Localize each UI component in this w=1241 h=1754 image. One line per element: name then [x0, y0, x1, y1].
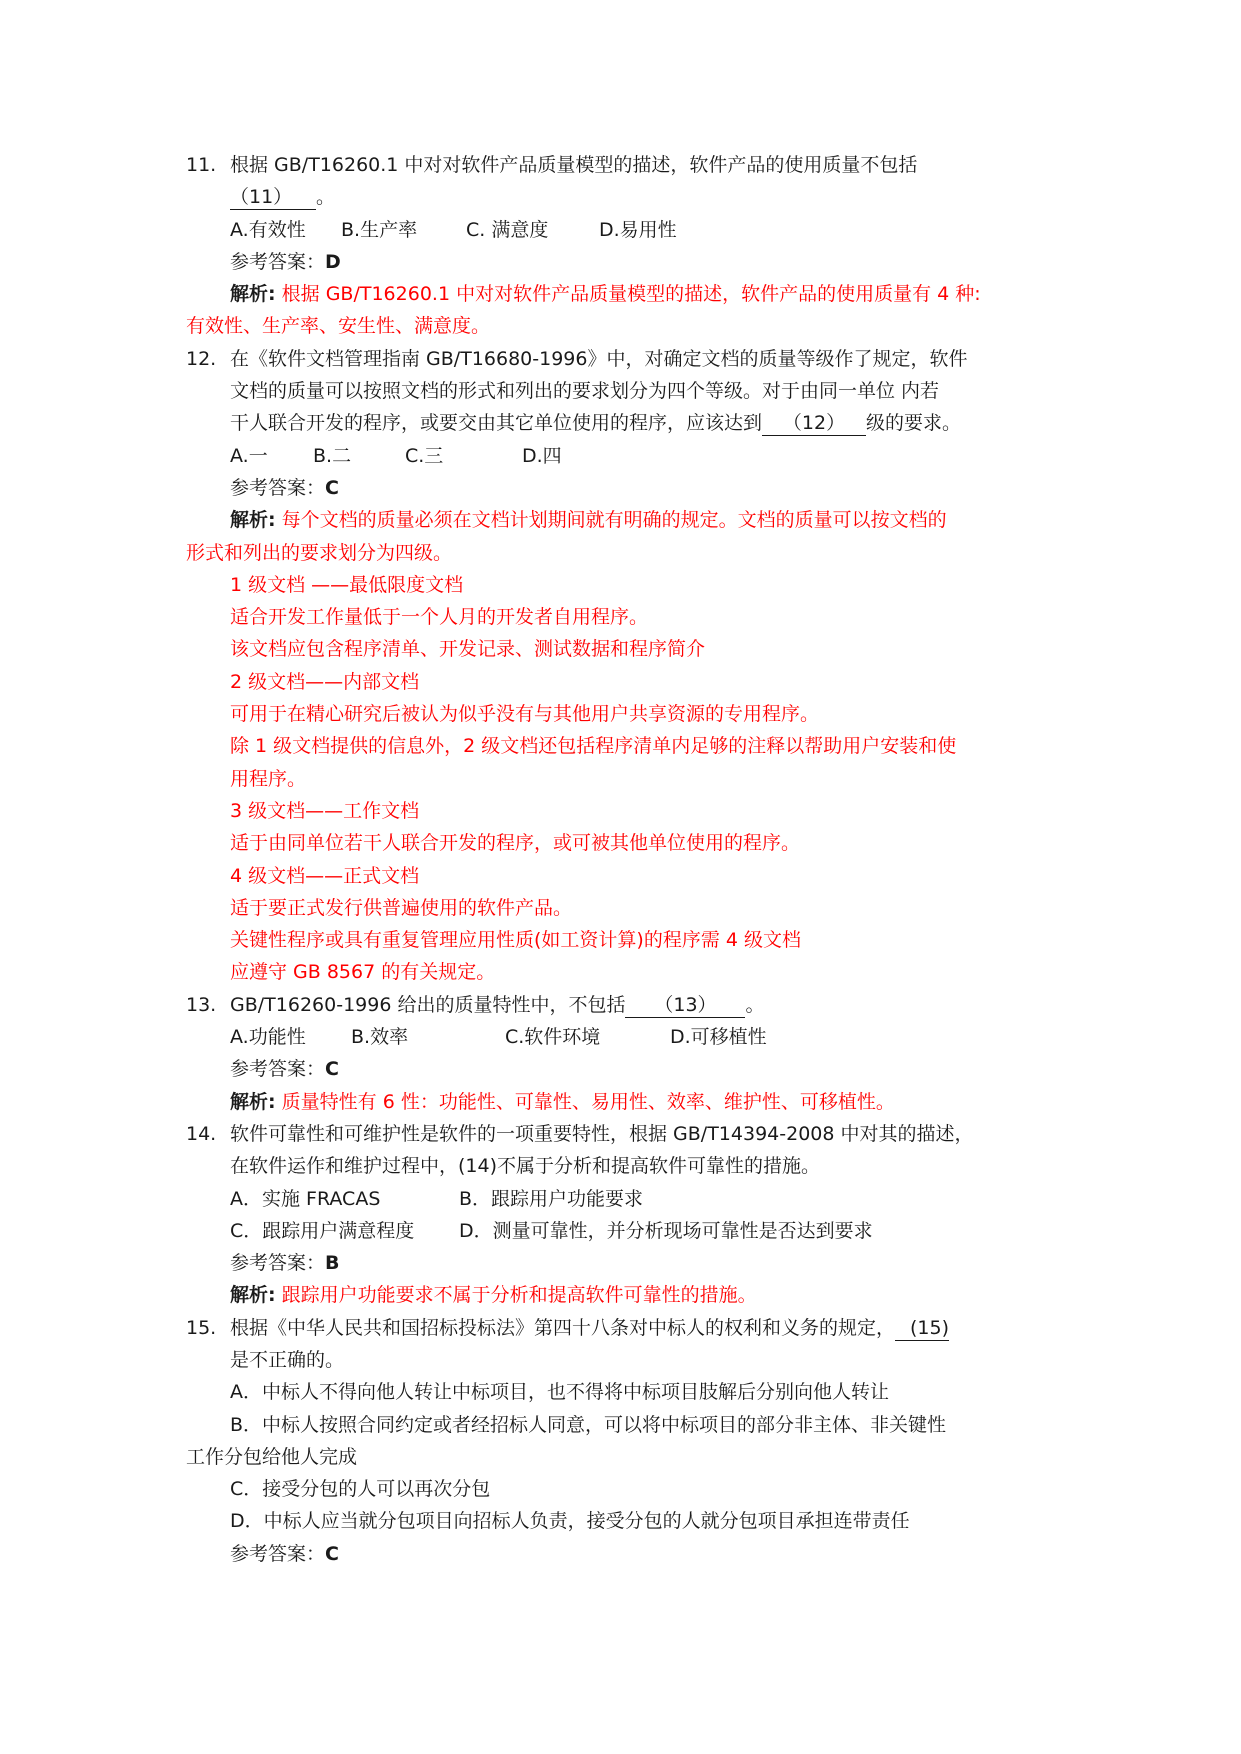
analysis-line [186, 1086, 1054, 1118]
stem-line: 在《软件文档管理指南 GB/T16680-1996》中，对确定文档的质量等级作了规定，软件 [230, 347, 968, 370]
question-14 [186, 1118, 1054, 1312]
option-b: B.生产率 [341, 218, 418, 241]
question-15 [186, 1312, 1054, 1570]
question-stem [186, 1312, 1054, 1344]
reference-answer [186, 1538, 1054, 1570]
option-b: B.二 [313, 444, 352, 467]
option-a: A.功能性 [230, 1026, 306, 1049]
answer-blank: （12） [762, 411, 866, 436]
analysis-label: 解析: [230, 1284, 276, 1307]
level-line: 该文档应包含程序清单、开发记录、测试数据和程序简介 [230, 638, 706, 661]
question-number: 15. [186, 1316, 217, 1339]
question-11 [186, 149, 1054, 343]
answer-value: D [325, 250, 341, 273]
answer-label: 参考答案： [230, 1542, 326, 1565]
option-c: C．跟踪用户满意程度 [230, 1219, 415, 1242]
stem-line: 干人联合开发的程序，或要交由其它单位使用的程序，应该达到 [230, 412, 763, 435]
analysis-line: 形式和列出的要求划分为四级。 [186, 541, 453, 564]
options-row [186, 440, 1054, 472]
option-c: C. 满意度 [466, 218, 549, 241]
stem-tail: 是不正确的。 [230, 1348, 345, 1371]
level-line: 4 级文档——正式文档 [230, 864, 420, 887]
analysis-line [186, 1279, 1054, 1311]
question-12 [186, 343, 1054, 989]
options-row [186, 1021, 1054, 1053]
option-c: C.三 [405, 444, 444, 467]
level-line: 2 级文档——内部文档 [230, 670, 420, 693]
reference-answer [186, 246, 1054, 278]
analysis-line [186, 504, 1054, 536]
option-a: A.有效性 [230, 218, 306, 241]
answer-value: B [325, 1252, 340, 1275]
level-line: 适于由同单位若干人联合开发的程序，或可被其他单位使用的程序。 [230, 832, 801, 855]
stem-line: 软件可靠性和可维护性是软件的一项重要特性，根据 GB/T14394-2008 中对其的描述， [230, 1122, 974, 1145]
question-number: 14. [186, 1122, 217, 1145]
reference-answer [186, 1247, 1054, 1279]
option-a: A．中标人不得向他人转让中标项目，也不得将中标项目肢解后分别向他人转让 [230, 1381, 889, 1404]
options-row [186, 1183, 1054, 1215]
answer-value: C [325, 1058, 339, 1081]
options-row [186, 1215, 1054, 1247]
level-line: 除 1 级文档提供的信息外，2 级文档还包括程序清单内足够的注释以帮助用户安装和使 [230, 735, 957, 758]
analysis-label: 解析: [230, 283, 276, 306]
answer-blank: (15) [895, 1316, 949, 1341]
option-d: D．中标人应当就分包项目向招标人负责，接受分包的人就分包项目承担连带责任 [230, 1510, 910, 1533]
stem-line: GB/T16260-1996 给出的质量特性中，不包括 [230, 993, 626, 1016]
analysis-line: 有效性、生产率、安生性、满意度。 [186, 315, 491, 338]
level-line: 可用于在精心研究后被认为似乎没有与其他用户共享资源的专用程序。 [230, 703, 820, 726]
option-d: D.可移植性 [670, 1026, 767, 1049]
answer-label: 参考答案： [230, 250, 326, 273]
analysis-text: 质量特性有 6 性：功能性、可靠性、易用性、效率、维护性、可移植性。 [281, 1090, 895, 1113]
answer-blank: （11） [230, 185, 316, 210]
option-d: D.四 [522, 444, 562, 467]
stem-line: 根据 GB/T16260.1 中对对软件产品质量模型的描述，软件产品的使用质量不包括 [230, 154, 918, 176]
reference-answer [186, 472, 1054, 504]
question-stem [186, 149, 1054, 181]
level-line: 关键性程序或具有重复管理应用性质(如工资计算)的程序需 4 级文档 [230, 929, 801, 952]
analysis-label: 解析: [230, 509, 276, 532]
level-line: 适合开发工作量低于一个人月的开发者自用程序。 [230, 606, 649, 629]
analysis-label: 解析: [230, 1090, 276, 1113]
level-line: 1 级文档 ——最低限度文档 [230, 573, 464, 596]
level-line: 应遵守 GB 8567 的有关规定。 [230, 961, 496, 984]
stem-line: 在软件运作和维护过程中，(14)不属于分析和提高软件可靠性的措施。 [230, 1155, 821, 1178]
answer-label: 参考答案： [230, 476, 326, 499]
answer-value: C [325, 476, 339, 499]
option-a: A．实施 FRACAS [230, 1187, 381, 1210]
analysis-text: 每个文档的质量必须在文档计划期间就有明确的规定。文档的质量可以按文档的 [281, 509, 947, 532]
question-stem [186, 1118, 1054, 1150]
question-stem [186, 989, 1054, 1021]
answer-label: 参考答案： [230, 1058, 326, 1081]
option-b-continued: 工作分包给他人完成 [186, 1445, 358, 1468]
question-13 [186, 989, 1054, 1118]
option-b: B.效率 [351, 1026, 409, 1049]
stem-suffix: 。 [316, 186, 336, 209]
analysis-line [186, 278, 1054, 310]
reference-answer [186, 1053, 1054, 1085]
analysis-text: 跟踪用户功能要求不属于分析和提高软件可靠性的措施。 [281, 1284, 757, 1307]
option-a: A.一 [230, 444, 268, 467]
answer-label: 参考答案： [230, 1252, 326, 1275]
stem-suffix: 。 [745, 993, 765, 1016]
option-b: B．跟踪用户功能要求 [459, 1187, 644, 1210]
option-c: C.软件环境 [505, 1026, 601, 1049]
option-b: B．中标人按照合同约定或者经招标人同意，可以将中标项目的部分非主体、非关键性 [230, 1413, 947, 1436]
stem-suffix: 级的要求。 [866, 412, 962, 435]
question-stem [186, 343, 1054, 375]
analysis-text: 根据 GB/T16260.1 中对对软件产品质量模型的描述，软件产品的使用质量有 4 种: [281, 283, 981, 306]
answer-blank: （13） [625, 993, 745, 1018]
stem-blank-line [186, 181, 1054, 213]
option-d: D．测量可靠性，并分析现场可靠性是否达到要求 [459, 1219, 873, 1242]
stem-blank-line [186, 407, 1054, 439]
stem-line: 文档的质量可以按照文档的形式和列出的要求划分为四个等级。对于由同一单位 内若 [230, 380, 940, 403]
level-line: 适于要正式发行供普遍使用的软件产品。 [230, 896, 573, 919]
level-line: 用程序。 [230, 767, 307, 790]
options-row [186, 214, 1054, 246]
question-list [186, 149, 1054, 1570]
question-number: 11. [186, 154, 217, 176]
option-d: D.易用性 [599, 218, 677, 241]
answer-value: C [325, 1542, 339, 1565]
option-c: C．接受分包的人可以再次分包 [230, 1478, 491, 1501]
question-number: 12. [186, 347, 217, 370]
question-number: 13. [186, 993, 217, 1016]
level-line: 3 级文档——工作文档 [230, 799, 420, 822]
stem-line: 根据《中华人民共和国招标投标法》第四十八条对中标人的权利和义务的规定， [230, 1316, 896, 1339]
